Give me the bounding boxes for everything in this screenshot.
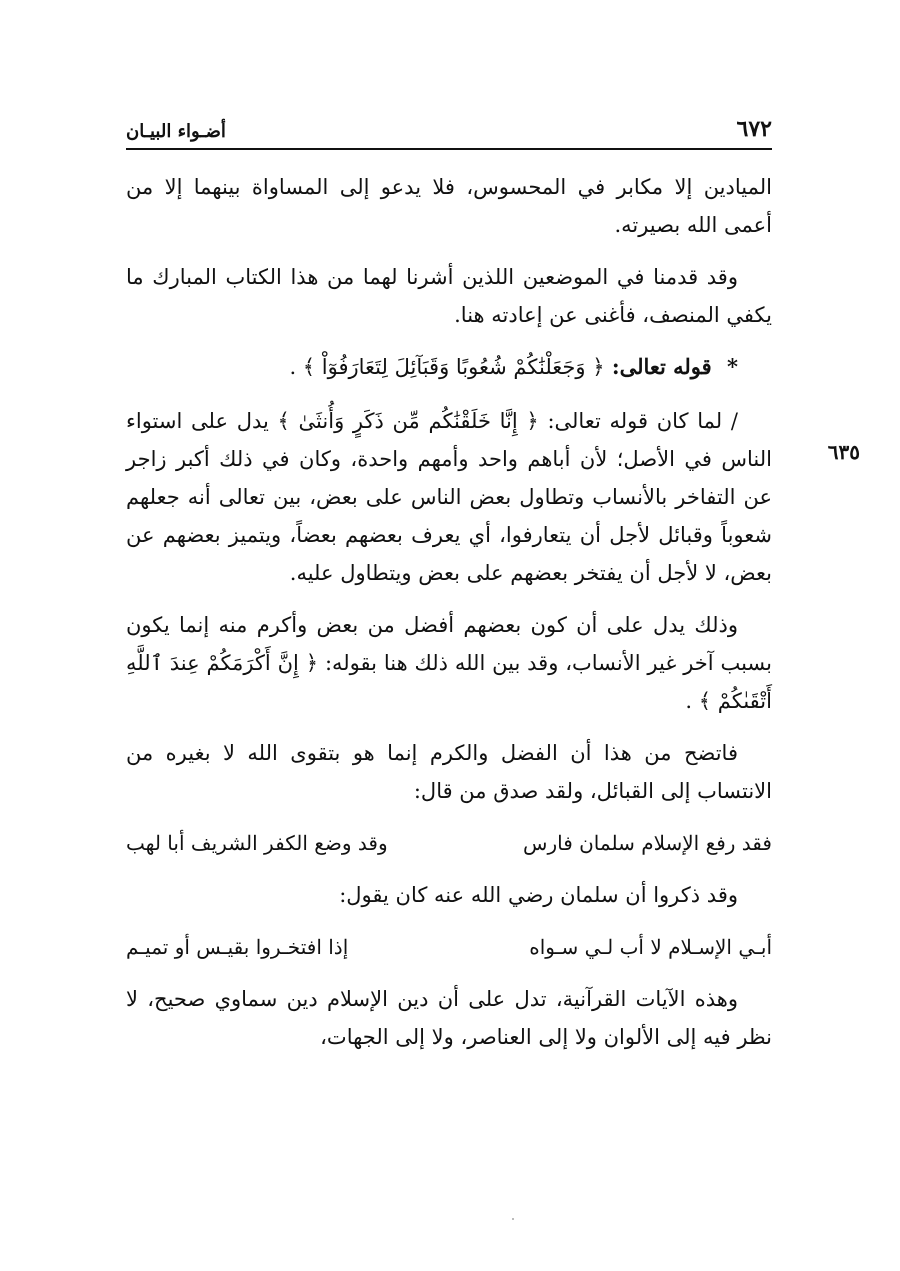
page-header [126,110,772,150]
poem-line-2 [126,928,772,966]
margin-page-number: ٦٣٥ [827,440,860,464]
page-body [126,168,772,1070]
scan-speck [512,1218,514,1220]
poem-line-1 [126,824,772,862]
paragraph-7: وهذه الآيات القرآنية، تدل على أن دين الإسلام دين سماوي صحيح، لا نظر فيه إلى الألوان ولا إلى العناصر، ولا إلى الجهات، [126,987,772,1049]
paragraph-3-verse: ﴿ إِنَّا خَلَقْنَٰكُم مِّن ذَكَرٍ وَأُنثَىٰ ﴾ [277,409,539,433]
poem-2-first-hemistich: أبـي الإسـلام لا أب لـي سـواه [529,935,772,959]
paragraph-4 [126,606,772,720]
paragraph-1: الميادين إلا مكابر في المحسوس، فلا يدعو إلى المساواة بينهما إلا من أعمى الله بصيرته. [126,175,772,237]
paragraph-3-body: يدل على استواء الناس في الأصل؛ لأن أباهم واحد وأمهم واحدة، وكان في ذلك أكبر زاجر عن التفاخر بالأنساب وتطاول بعض الناس على بعض، بين تعالى أنه جعلهم شعوباً وقبائل لأجل أن يتعارفوا، أي يعرف بعضهم بعضاً، ويتميز بعضهم عن بعض، لا لأجل أن يفتخر بعضهم على بعض ويتطاول عليه. [126,409,772,585]
poem-2-second-hemistich: إذا افتخـروا بقيـس أو تميـم [126,935,349,959]
paragraph-4-body: وذلك يدل على أن كون بعضهم أفضل من بعض وأكرم منه إنما يكون بسبب آخر غير الأنساب، وقد بين الله ذلك هنا بقوله: [126,613,772,675]
paragraph-3-intro: / لما كان قوله تعالى: [547,409,738,433]
page-number: ٦٧٢ [736,116,772,142]
heading-label: قوله تعالى: [611,354,712,379]
paragraph-4-end: . [685,689,693,713]
heading-verse: ﴿ وَجَعَلْنَٰكُمْ شُعُوبًا وَقَبَآئِلَ لِتَعَارَفُوٓاْ ﴾ . [289,355,605,379]
section-heading [126,348,772,386]
paragraph-6: وقد ذكروا أن سلمان رضي الله عنه كان يقول: [339,883,738,907]
poem-1-first-hemistich: فقد رفع الإسلام سلمان فارس [523,831,772,855]
paragraph-5: فاتضح من هذا أن الفضل والكرم إنما هو بتقوى الله لا بغيره من الانتساب إلى القبائل، ولقد صدق من قال: [126,741,772,803]
paragraph-4-verse: ﴿ إِنَّ أَكْرَمَكُمْ عِندَ ٱللَّهِ أَتْقَىٰكُمْ ﴾ [126,651,772,713]
star-marker: * [727,354,738,379]
paragraph-3 [126,402,772,592]
poem-1-second-hemistich: وقد وضع الكفر الشريف أبا لهب [126,831,388,855]
book-title: أضـواء البيـان [126,121,226,142]
paragraph-2: وقد قدمنا في الموضعين اللذين أشرنا لهما من هذا الكتاب المبارك ما يكفي المنصف، فأغنى عن إعادته هنا. [126,265,772,327]
